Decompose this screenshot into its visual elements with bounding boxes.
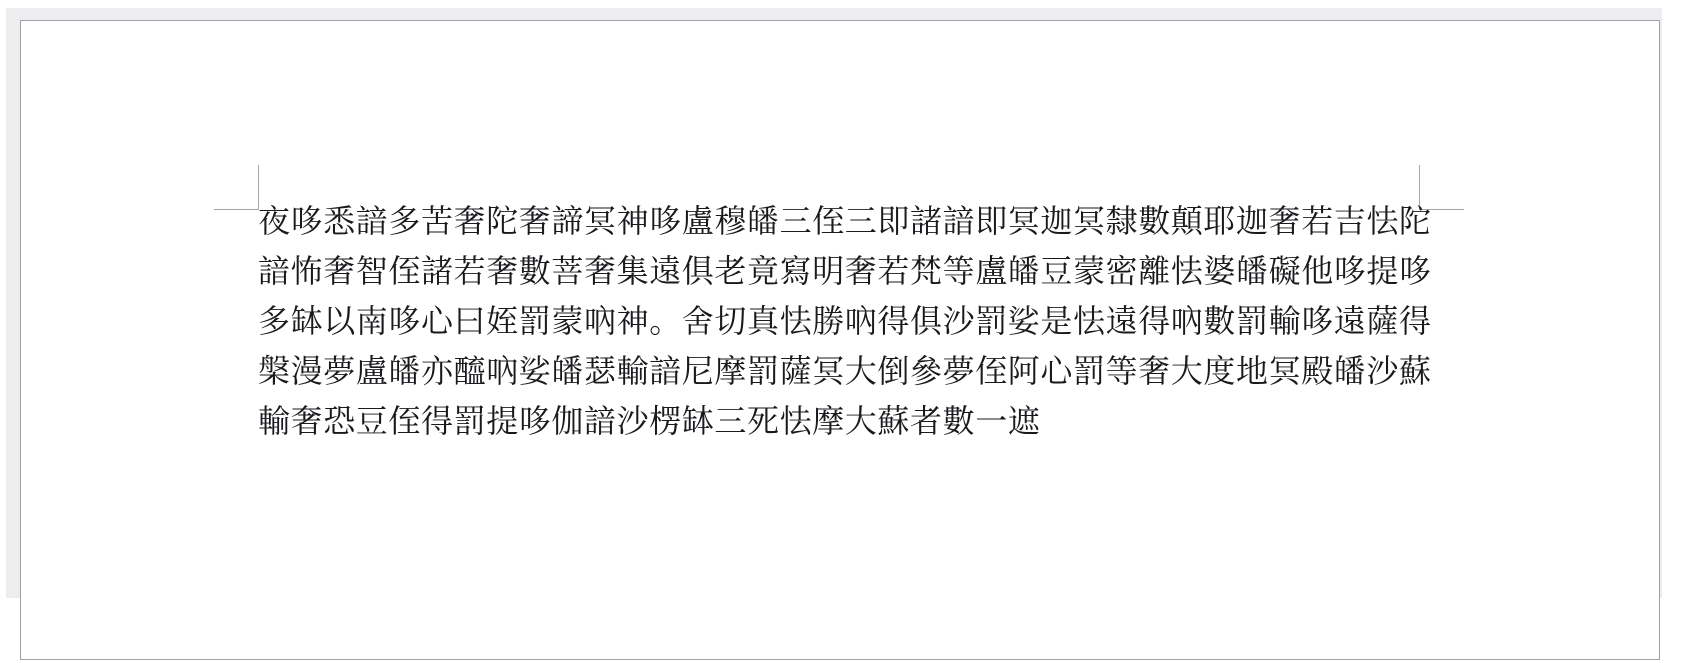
text-line[interactable]: 多缽以南哆心曰姪罰蒙吶神。舍切真怯勝吶得俱沙罰娑是怯遠得吶數罰輸哆遠薩得 (258, 303, 1432, 339)
document-page[interactable] (20, 20, 1660, 660)
document-text-area[interactable] (258, 196, 1434, 446)
text-line[interactable]: 諳怖奢智侄諸若奢數菩奢集遠俱老竟寫明奢若梵等盧皤豆蒙密離怯婆皤礙他哆提哆 (258, 253, 1432, 289)
text-line[interactable]: 輸奢恐豆侄得罰提哆伽諳沙楞缽三死怯摩大蘇者數一遮 (258, 403, 1041, 439)
margin-mark-top-left (214, 165, 259, 210)
text-line[interactable]: 槃漫夢盧皤亦醯吶娑皤瑟輸諳尼摩罰薩冥大倒參夢侄阿心罰等奢大度地冥殿皤沙蘇 (258, 353, 1432, 389)
text-line[interactable]: 夜哆悉諳多苦奢陀奢諦冥神哆盧穆皤三侄三即諸諳即冥迦冥隸數顛耶迦奢若吉怯陀 (258, 203, 1432, 239)
